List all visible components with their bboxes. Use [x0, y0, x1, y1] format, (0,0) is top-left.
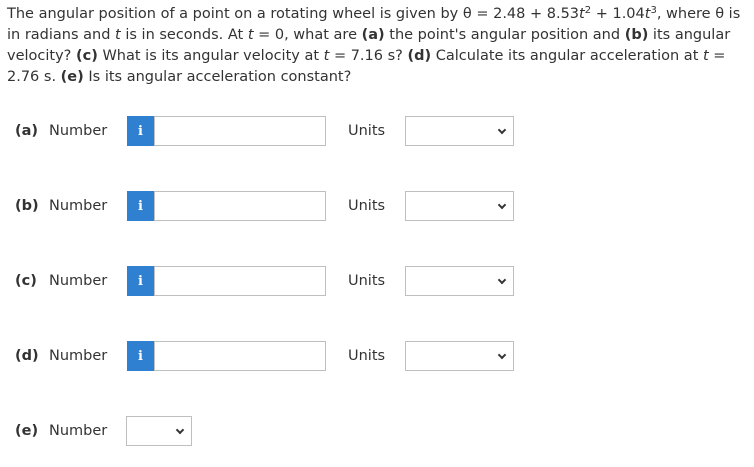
number-label: Number [49, 423, 108, 439]
units-label: Units [348, 198, 386, 214]
number-input-d[interactable] [154, 341, 326, 371]
answer-row-c [0, 264, 754, 298]
answer-row-d [0, 339, 754, 373]
part-label: (c) [15, 273, 37, 289]
number-input-b[interactable] [154, 191, 326, 221]
info-icon[interactable]: i [127, 266, 154, 296]
part-label: (b) [15, 198, 39, 214]
part-label: (d) [15, 348, 39, 364]
units-select-d[interactable] [405, 341, 514, 371]
number-input-c[interactable] [154, 266, 326, 296]
number-label: Number [49, 348, 108, 364]
answer-row-b [0, 189, 754, 223]
units-select-a[interactable] [405, 116, 514, 146]
units-select-c[interactable] [405, 266, 514, 296]
part-label: (a) [15, 123, 39, 139]
units-select-b[interactable] [405, 191, 514, 221]
chevron-down-icon [176, 426, 184, 434]
answer-row-a [0, 114, 754, 148]
part-label: (e) [15, 423, 39, 439]
number-input-a[interactable] [154, 116, 326, 146]
number-label: Number [49, 123, 108, 139]
units-label: Units [348, 123, 386, 139]
constant-select-e[interactable] [126, 416, 192, 446]
answer-row-e [0, 414, 754, 448]
units-label: Units [348, 273, 386, 289]
question-text: The angular position of a point on a rotating wheel is given by $\theta = 2.48 + 8.53t^2 + 1.04t^3$, where θ is in radians and t is in seconds. At t = 0, what are (a) the point's angular position and (b) its angular velocity? (c) What is its angular velocity at t = 7.16 s? (d) Calculate its angular acceleration at t = 2.76 s. (e) Is its angular acceleration constant? [7, 5, 741, 85]
info-icon[interactable]: i [127, 191, 154, 221]
number-label: Number [49, 198, 108, 214]
chevron-down-icon [498, 126, 506, 134]
number-label: Number [49, 273, 108, 289]
info-icon[interactable]: i [127, 116, 154, 146]
chevron-down-icon [498, 276, 506, 284]
units-label: Units [348, 348, 386, 364]
chevron-down-icon [498, 351, 506, 359]
info-icon[interactable]: i [127, 341, 154, 371]
chevron-down-icon [498, 201, 506, 209]
